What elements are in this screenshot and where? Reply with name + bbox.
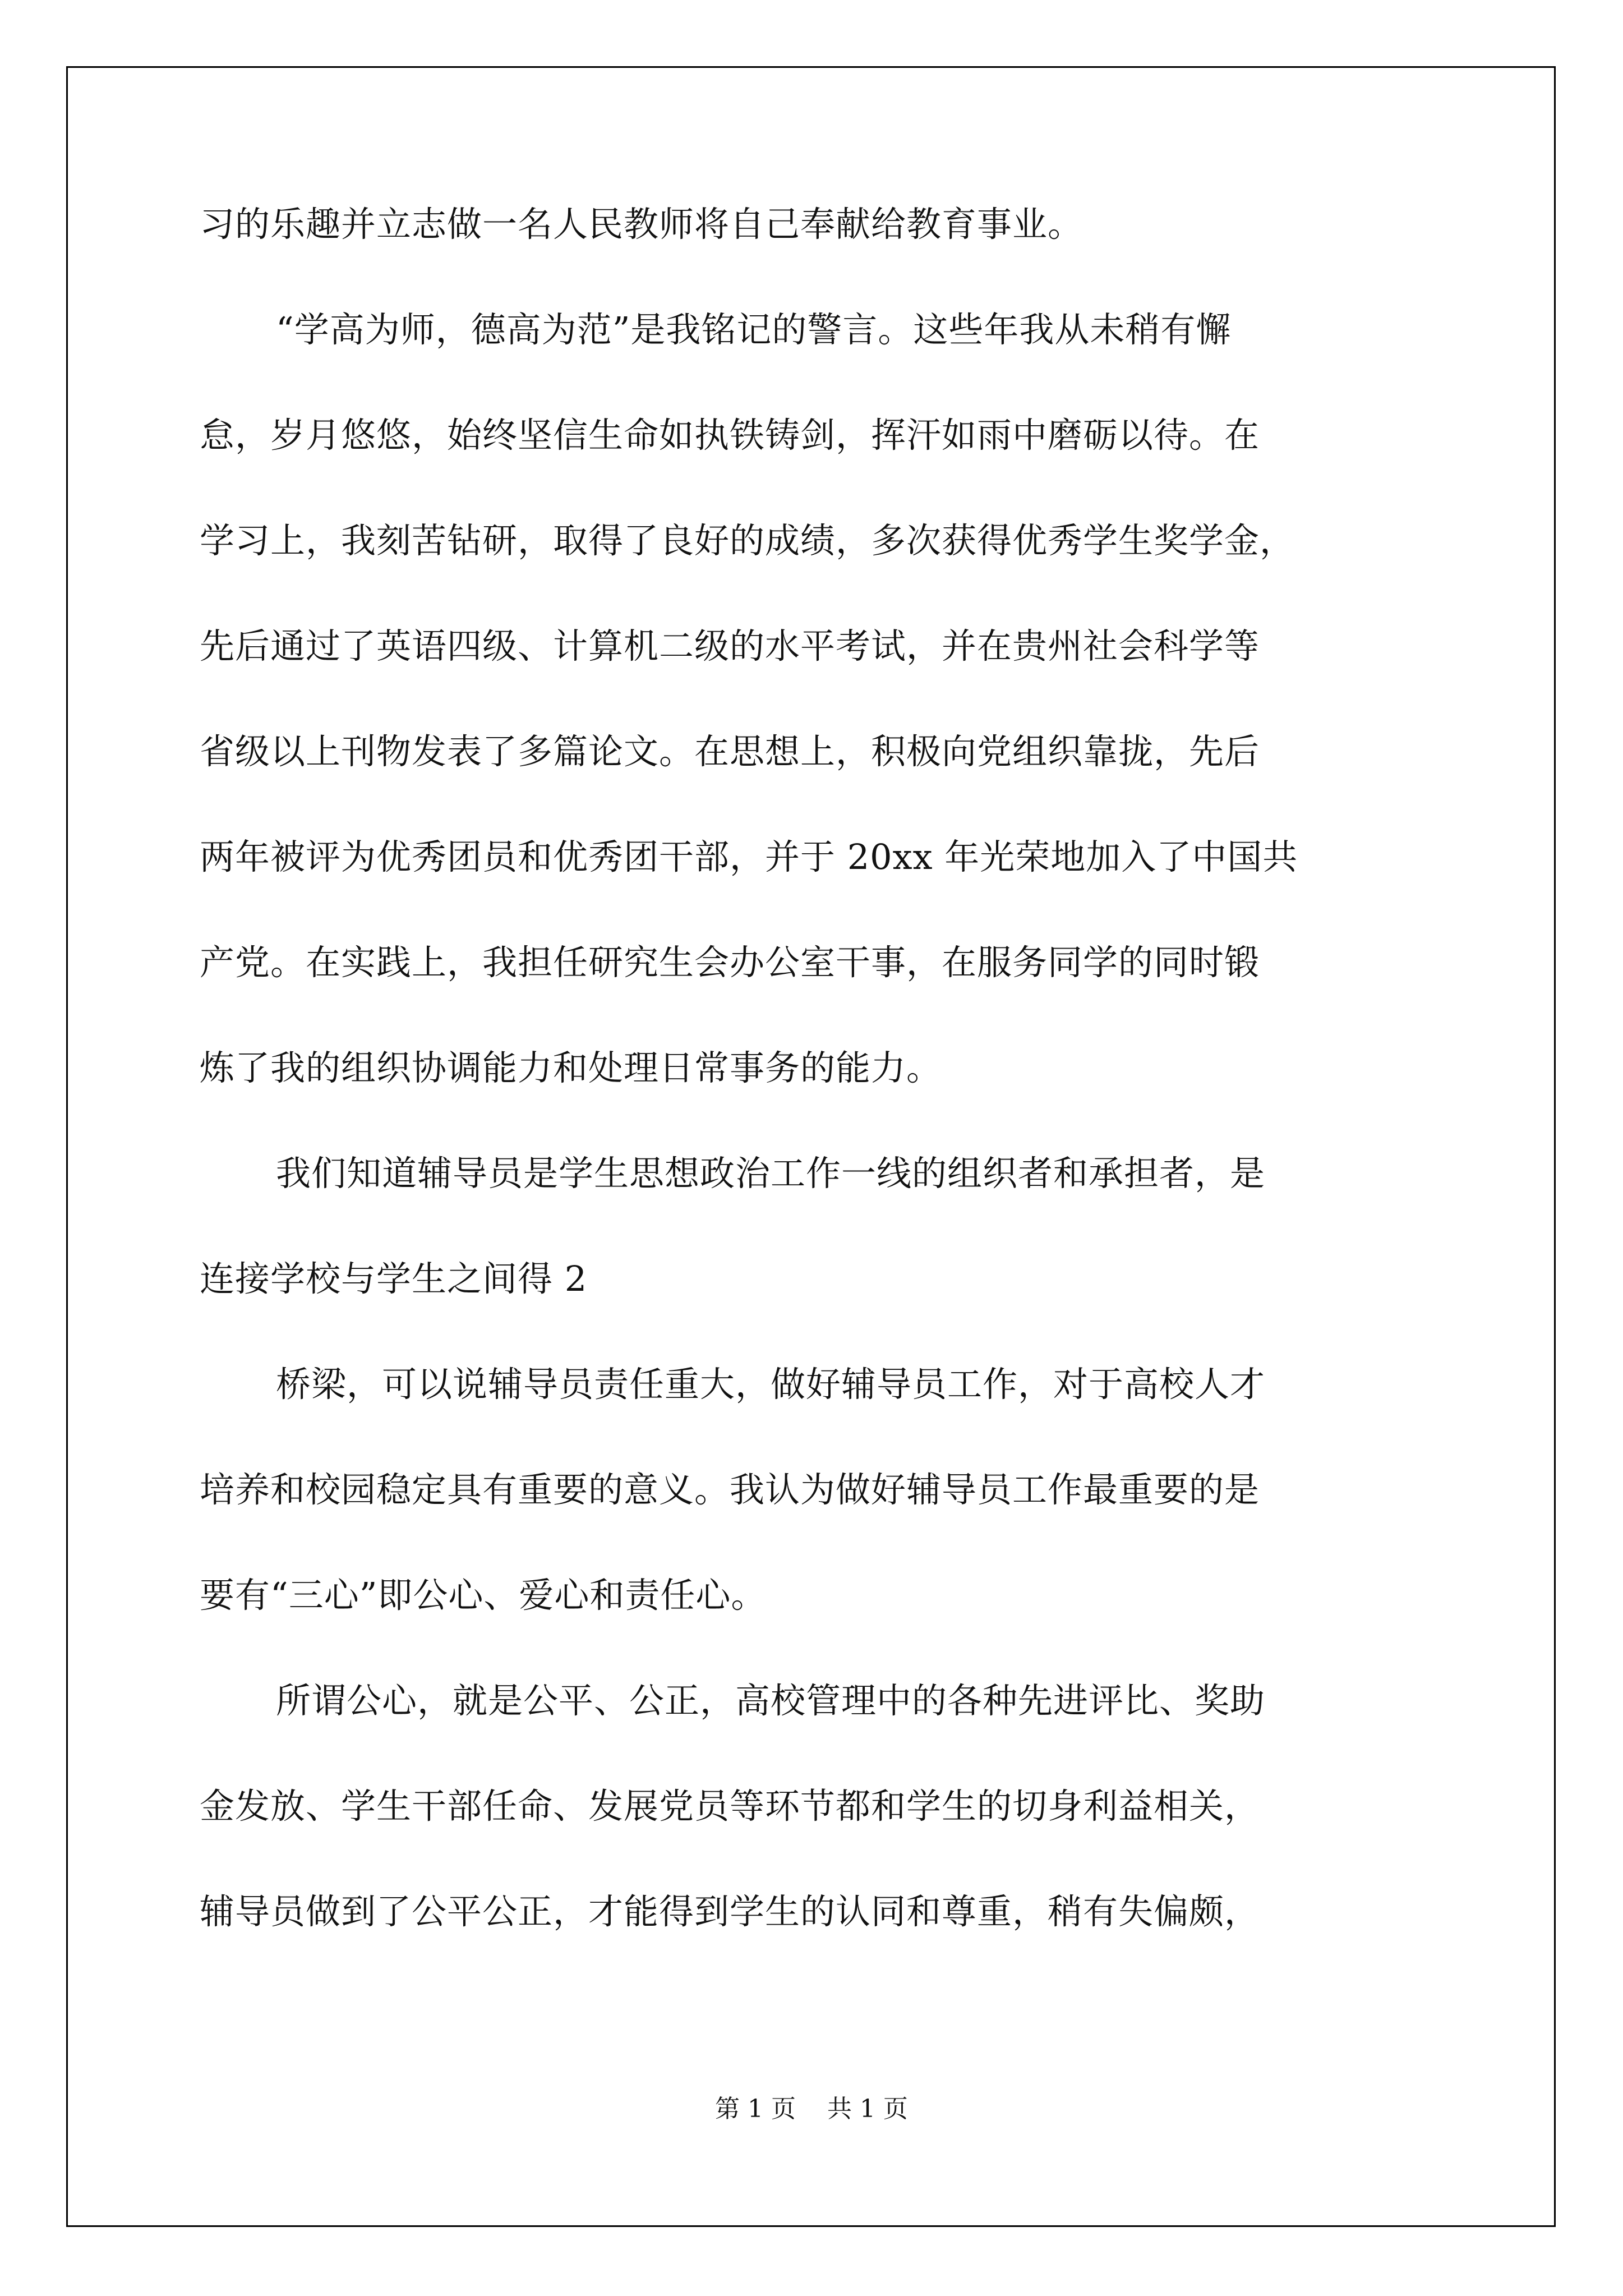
- text-line: 省级以上刊物发表了多篇论文。在思想上，积极向党组织靠拢，先后: [200, 731, 1260, 772]
- text-line: 辅导员做到了公平公正，才能得到学生的认同和尊重，稍有失偏颇，: [200, 1891, 1260, 1932]
- text-line: 培养和校园稳定具有重要的意义。我认为做好辅导员工作最重要的是: [200, 1469, 1260, 1510]
- paragraph-first-line: 所谓公心，就是公平、公正，高校管理中的各种先进评比、奖助: [276, 1680, 1266, 1721]
- text-line: 金发放、学生干部任命、发展党员等环节都和学生的切身利益相关，: [200, 1786, 1260, 1826]
- text-line: 学习上，我刻苦钻研，取得了良好的成绩，多次获得优秀学生奖学金，: [200, 520, 1295, 561]
- paragraph-first-line: 桥梁，可以说辅导员责任重大，做好辅导员工作，对于高校人才: [276, 1364, 1266, 1405]
- text-line: 要有“三心”即公心、爱心和责任心。: [200, 1575, 767, 1616]
- page-number-footer: 第 1 页 共 1 页: [715, 2095, 908, 2123]
- paragraph-first-line: 我们知道辅导员是学生思想政治工作一线的组织者和承担者，是: [276, 1153, 1266, 1194]
- text-line: 习的乐趣并立志做一名人民教师将自己奉献给教育事业。: [200, 204, 1083, 245]
- text-line: 两年被评为优秀团员和优秀团干部，并于 20xx 年光荣地加入了中国共: [200, 836, 1298, 877]
- text-line: 炼了我的组织协调能力和处理日常事务的能力。: [200, 1047, 942, 1088]
- text-line: 先后通过了英语四级、计算机二级的水平考试，并在贵州社会科学等: [200, 625, 1260, 666]
- text-line: 怠，岁月悠悠，始终坚信生命如执铁铸剑，挥汗如雨中磨砺以待。在: [200, 415, 1260, 455]
- paragraph-first-line: “学高为师，德高为范”是我铭记的警言。这些年我从未稍有懈: [276, 309, 1232, 350]
- text-line: 连接学校与学生之间得 2: [200, 1258, 588, 1299]
- text-line: 产党。在实践上，我担任研究生会办公室干事，在服务同学的同时锻: [200, 942, 1260, 983]
